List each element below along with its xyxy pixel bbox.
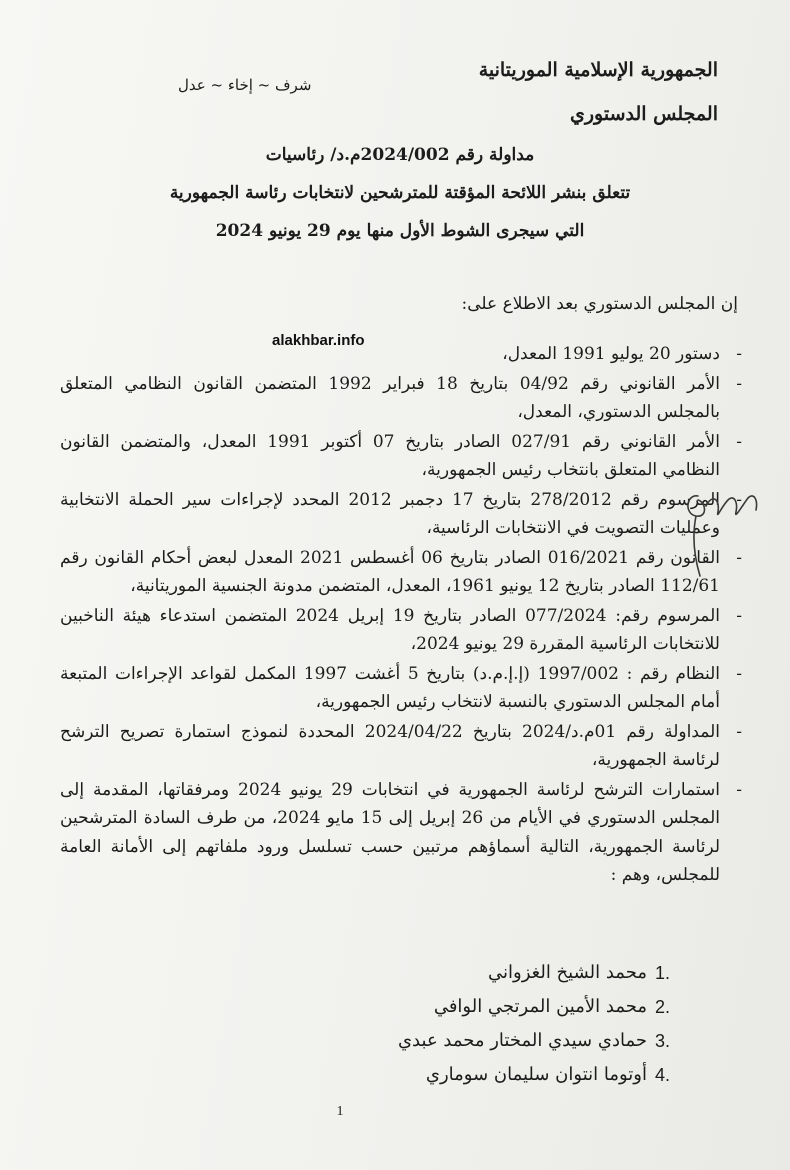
candidate-item bbox=[290, 956, 670, 990]
bullet-dash: - bbox=[736, 547, 742, 568]
list-item: - دستور 20 يوليو 1991 المعدل، bbox=[60, 340, 720, 369]
list-item: - المداولة رقم 01م.د/2024 بتاريخ 2024/04/22 المحددة لنموذج استمارة تصريح الترشح لرئاسة الجمهورية، bbox=[60, 718, 720, 775]
source-watermark: alakhbar.info bbox=[272, 332, 365, 349]
bullet-dash: - bbox=[736, 431, 742, 452]
candidate-name: أوتوما انتوان سليمان سوماري bbox=[425, 1064, 647, 1085]
list-item: - الأمر القانوني رقم 027/91 الصادر بتاريخ 07 أكتوبر 1991 المعدل، والمتضمن القانون النظامي المتعلق بانتخاب رئيس الجمهورية، bbox=[60, 428, 720, 485]
national-motto: شرف ~ إخاء ~ عدل bbox=[178, 76, 312, 94]
letterhead bbox=[418, 48, 718, 136]
deliberation-number: مداولة رقم 2024/002م.د/ رئاسيات bbox=[265, 145, 535, 165]
document-title bbox=[120, 136, 680, 250]
title-election-date: التي سيجرى الشوط الأول منها يوم 29 يونيو 2024 bbox=[215, 221, 585, 241]
bullet-dash: - bbox=[736, 721, 742, 742]
bullet-dash: - bbox=[736, 605, 742, 626]
candidate-number: 4. bbox=[654, 1065, 670, 1085]
bullet-dash: - bbox=[736, 373, 742, 394]
bullet-dash: - bbox=[736, 489, 742, 510]
title-subject: تتعلق بنشر اللائحة المؤقتة للمترشحين لانتخابات رئاسة الجمهورية bbox=[169, 183, 631, 203]
list-item: - استمارات الترشح لرئاسة الجمهورية في انتخابات 29 يونيو 2024 ومرفقاتها، المقدمة إلى المجلس الدستوري في الأيام من 26 إبريل إلى 15 مايو 2024، من طرف السادة المترشحين لرئاسة الجمهورية، التالية أسماؤهم مرتبين حسب تسلسل ورود ملفاتهم إلى الأمانة العامة للمجلس، وهم : bbox=[60, 776, 720, 890]
candidate-name: حمادي سيدي المختار محمد عبدي bbox=[397, 1030, 647, 1051]
legal-references-list bbox=[60, 340, 742, 891]
page-number: 1 bbox=[336, 1104, 344, 1119]
list-item: - الأمر القانوني رقم 04/92 بتاريخ 18 فبراير 1992 المتضمن القانون النظامي المتعلق بالمجلس الدستوري، المعدل، bbox=[60, 370, 720, 427]
handwritten-initials bbox=[676, 466, 766, 596]
candidate-name: محمد الشيخ الغزواني bbox=[488, 962, 647, 983]
candidate-item bbox=[290, 1024, 670, 1058]
list-item: - المرسوم رقم 278/2012 بتاريخ 17 دجمبر 2012 المحدد لإجراءات سير الحملة الانتخابية وعمليات التصويت في الانتخابات الرئاسية، bbox=[60, 486, 720, 543]
country-name: الجمهورية الإسلامية الموريتانية bbox=[478, 59, 718, 81]
intro-text: إن المجلس الدستوري بعد الاطلاع على: bbox=[461, 294, 738, 314]
candidate-item bbox=[290, 990, 670, 1024]
list-item: - القانون رقم 016/2021 الصادر بتاريخ 06 أغسطس 2021 المعدل لبعض أحكام القانون رقم 112/61 الصادر بتاريخ 12 يونيو 1961، المعدل، المتضمن مدونة الجنسية الموريتانية، bbox=[60, 544, 720, 601]
candidate-name: محمد الأمين المرتجي الوافي bbox=[433, 996, 647, 1017]
candidate-number: 1. bbox=[654, 963, 670, 983]
bullet-dash: - bbox=[736, 344, 742, 364]
candidates-list bbox=[290, 956, 670, 1092]
candidate-item bbox=[290, 1058, 670, 1092]
list-item: - النظام رقم : 1997/002 (إ.إ.م.د) بتاريخ 5 أغشت 1997 المكمل لقواعد الإجراءات المتبعة أمام المجلس الدستوري بالنسبة لانتخاب رئيس الجمهورية، bbox=[60, 660, 720, 717]
bullet-dash: - bbox=[736, 663, 742, 684]
institution-name: المجلس الدستوري bbox=[569, 103, 718, 125]
list-item: - المرسوم رقم: 077/2024 الصادر بتاريخ 19 إبريل 2024 المتضمن استدعاء هيئة الناخبين للانتخابات الرئاسية المقررة 29 يونيو 2024، bbox=[60, 602, 720, 659]
bullet-dash: - bbox=[736, 779, 742, 800]
candidate-number: 2. bbox=[654, 997, 670, 1017]
candidate-number: 3. bbox=[654, 1031, 670, 1051]
